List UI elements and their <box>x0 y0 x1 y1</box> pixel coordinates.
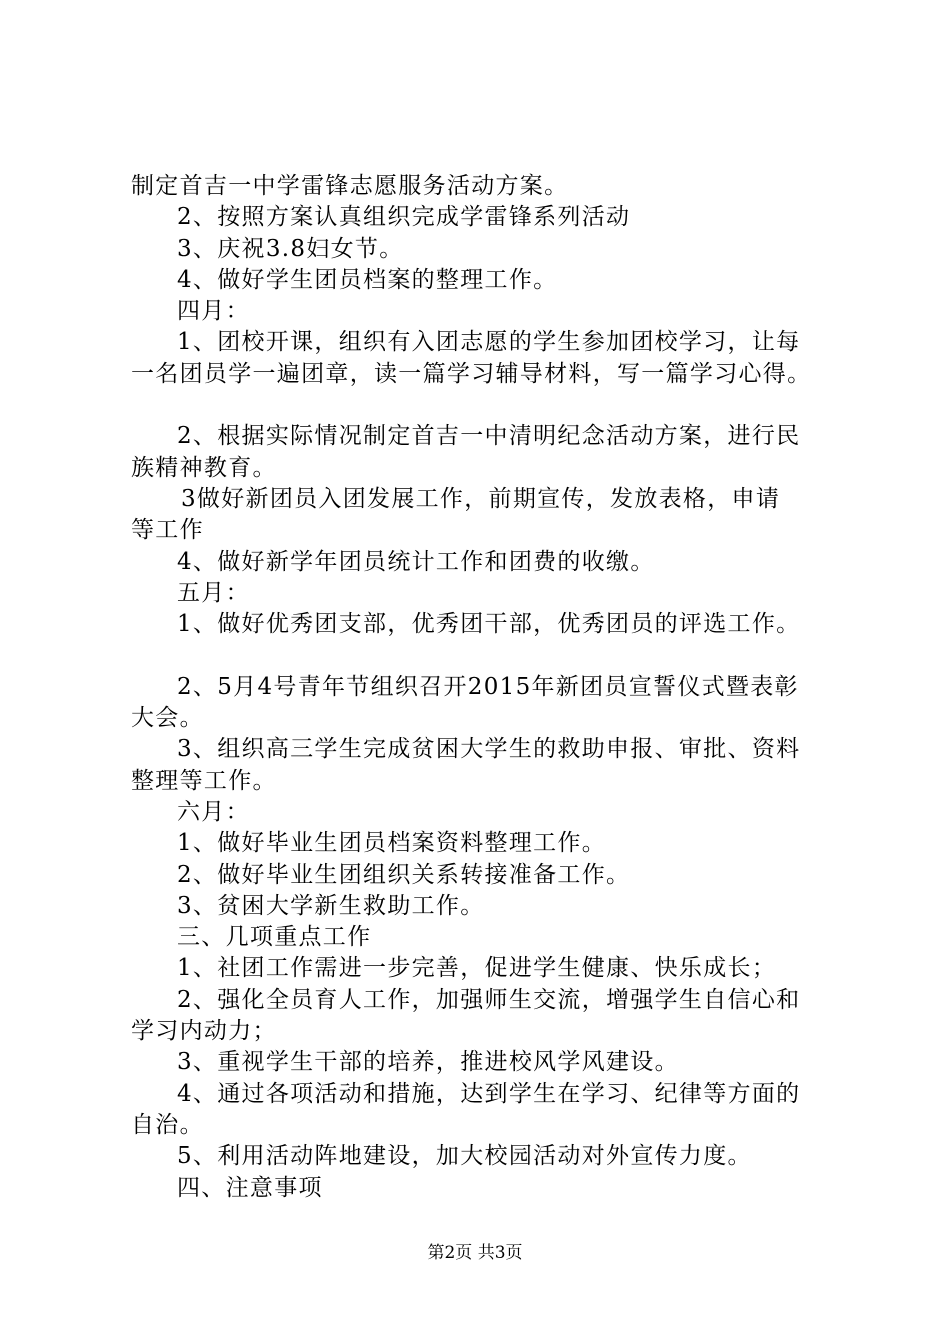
text-line: 整理等工作。 <box>131 767 277 794</box>
text-line: 3、庆祝3.8妇女节。 <box>177 235 404 262</box>
text-line: 学习内动力； <box>131 1018 277 1045</box>
text-line: 一名团员学一遍团章，读一篇学习辅导材料，写一篇学习心得。 <box>131 360 812 387</box>
text-line: 族精神教育。 <box>131 454 277 481</box>
text-line: 4、做好学生团员档案的整理工作。 <box>177 266 558 293</box>
text-line: 2、5月4号青年节组织召开2015年新团员宣誓仪式暨表彰 <box>177 673 799 700</box>
text-line: 2、做好毕业生团组织关系转接准备工作。 <box>177 861 631 888</box>
document-body <box>131 171 841 1204</box>
text-line: 3、贫困大学新生救助工作。 <box>177 892 485 919</box>
text-line: 1、做好优秀团支部，优秀团干部，优秀团员的评选工作。 <box>177 611 801 638</box>
section-heading-notes: 四、注意事项 <box>177 1174 323 1201</box>
text-line: 等工作 <box>131 517 204 544</box>
text-line: 4、通过各项活动和措施，达到学生在学习、纪律等方面的 <box>177 1080 801 1107</box>
paragraph-gap <box>131 640 841 671</box>
text-line: 1、社团工作需进一步完善，促进学生健康、快乐成长； <box>177 955 777 982</box>
text-line: 制定首吉一中学雷锋志愿服务活动方案。 <box>131 173 569 199</box>
text-line: 自治。 <box>131 1111 204 1138</box>
text-line: 3、重视学生干部的培养，推进校风学风建设。 <box>177 1049 679 1076</box>
text-line: 2、按照方案认真组织完成学雷锋系列活动 <box>177 204 631 231</box>
section-heading-key-work: 三、几项重点工作 <box>177 924 372 951</box>
text-line: 2、强化全员育人工作，加强师生交流，增强学生自信心和 <box>177 986 801 1013</box>
text-line: 1、团校开课，组织有入团志愿的学生参加团校学习，让每 <box>177 329 801 356</box>
paragraph-gap <box>131 390 841 421</box>
section-heading-june: 六月： <box>177 798 250 825</box>
text-line: 4、做好新学年团员统计工作和团费的收缴。 <box>177 548 655 575</box>
text-line: 5、利用活动阵地建设，加大校园活动对外宣传力度。 <box>177 1143 752 1170</box>
text-line: 2、根据实际情况制定首吉一中清明纪念活动方案，进行民 <box>177 423 801 450</box>
text-line: 3、组织高三学生完成贫困大学生的救助申报、审批、资料 <box>177 736 801 763</box>
text-line: 3做好新团员入团发展工作，前期宣传，发放表格，申请 <box>181 485 781 512</box>
page-number-footer: 第2页 共3页 <box>427 1243 523 1263</box>
section-heading-may: 五月： <box>177 579 250 606</box>
section-heading-april: 四月： <box>177 298 250 325</box>
text-line: 大会。 <box>131 705 204 732</box>
text-line: 1、做好毕业生团员档案资料整理工作。 <box>177 830 607 857</box>
